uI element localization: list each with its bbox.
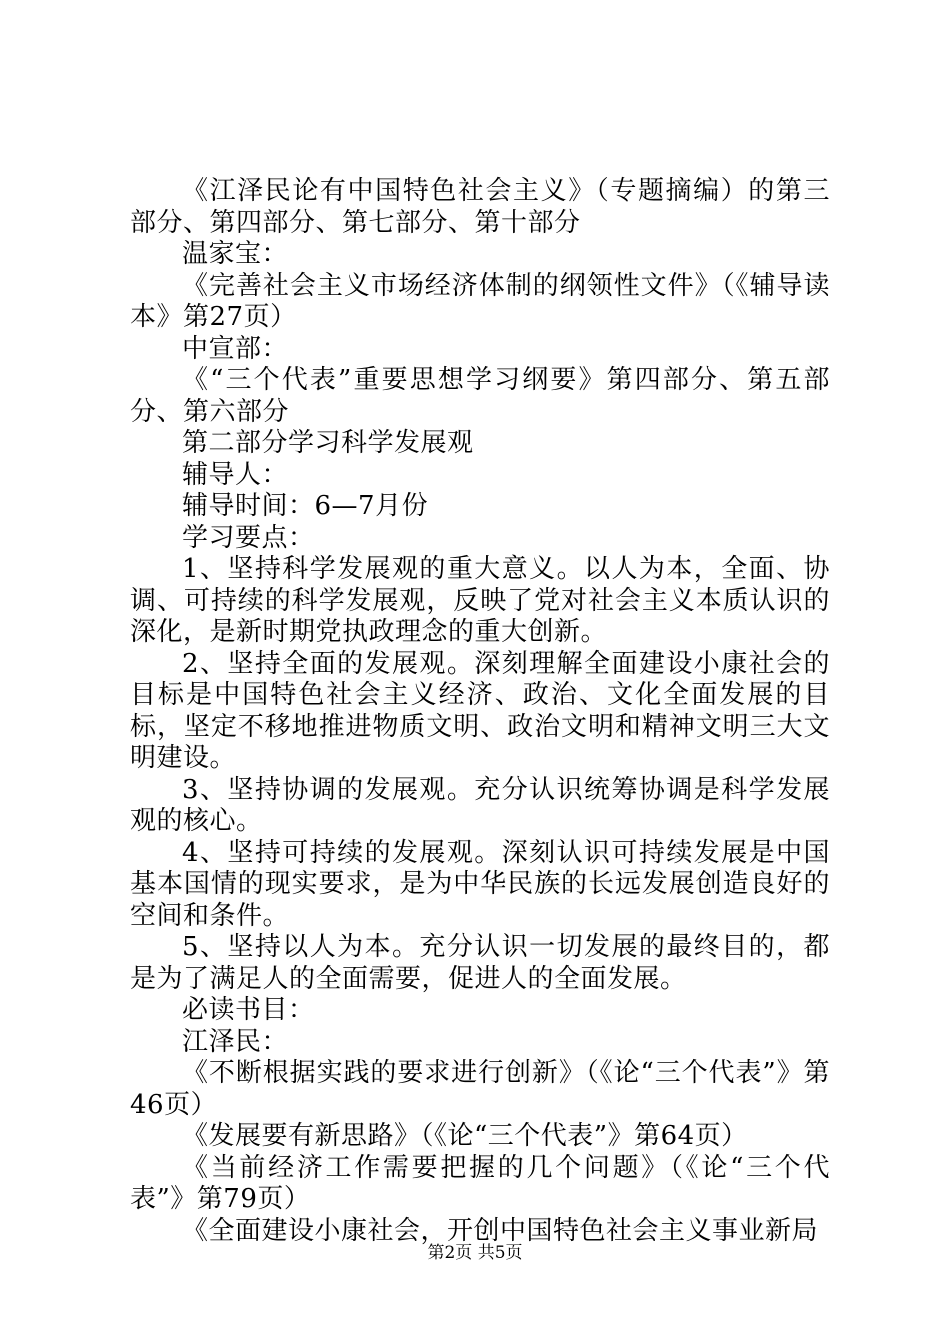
paragraph: 中宣部： [182, 333, 289, 364]
list-item: 5、坚持以人为本。充分认识一切发展的最终目的，都是为了满足人的全面需要，促进人的全面发展。 [130, 932, 830, 994]
page-footer [0, 1242, 950, 1264]
list-item: 3、坚持协调的发展观。充分认识统筹协调是科学发展观的核心。 [130, 774, 830, 836]
paragraph: 江泽民： [182, 1026, 289, 1057]
paragraph: 学习要点： [182, 522, 315, 553]
paragraph: 温家宝： [182, 239, 289, 269]
paragraph: 《“三个代表”重要思想学习纲要》第四部分、第五部分、第六部分 [130, 365, 830, 427]
paragraph: 辅导时间：6—7月份 [182, 491, 429, 521]
paragraph: 《当前经济工作需要把握的几个问题》（《论“三个代表”》第79页） [130, 1152, 830, 1214]
paragraph: 必读书目： [182, 995, 315, 1025]
list-item: 2、坚持全面的发展观。深刻理解全面建设小康社会的目标是中国特色社会主义经济、政治、文化全面发展的目标，坚定不移地推进物质文明、政治文明和精神文明三大文明建设。 [130, 648, 830, 773]
section-heading: 第二部分学习科学发展观 [182, 428, 474, 458]
paragraph: 辅导人： [182, 459, 289, 490]
list-item: 4、坚持可持续的发展观。深刻认识可持续发展是中国基本国情的现实要求，是为中华民族的长远发展创造良好的空间和条件。 [130, 837, 830, 931]
paragraph: 《全面建设小康社会，开创中国特色社会主义事业新局 [182, 1215, 819, 1246]
list-item: 1、坚持科学发展观的重大意义。以人为本，全面、协调、可持续的科学发展观，反映了党对社会主义本质认识的深化，是新时期党执政理念的重大创新。 [130, 554, 830, 647]
paragraph: 《发展要有新思路》（《论“三个代表”》第64页） [182, 1121, 748, 1151]
paragraph: 《不断根据实践的要求进行创新》（《论“三个代表”》第46页） [130, 1058, 830, 1120]
page-number: 第2页 共5页 [427, 1243, 523, 1263]
document-body [130, 176, 830, 1247]
paragraph: 《江泽民论有中国特色社会主义》（专题摘编）的第三部分、第四部分、第七部分、第十部分 [130, 176, 830, 238]
paragraph: 《完善社会主义市场经济体制的纲领性文件》（《辅导读本》第27页） [130, 270, 830, 332]
